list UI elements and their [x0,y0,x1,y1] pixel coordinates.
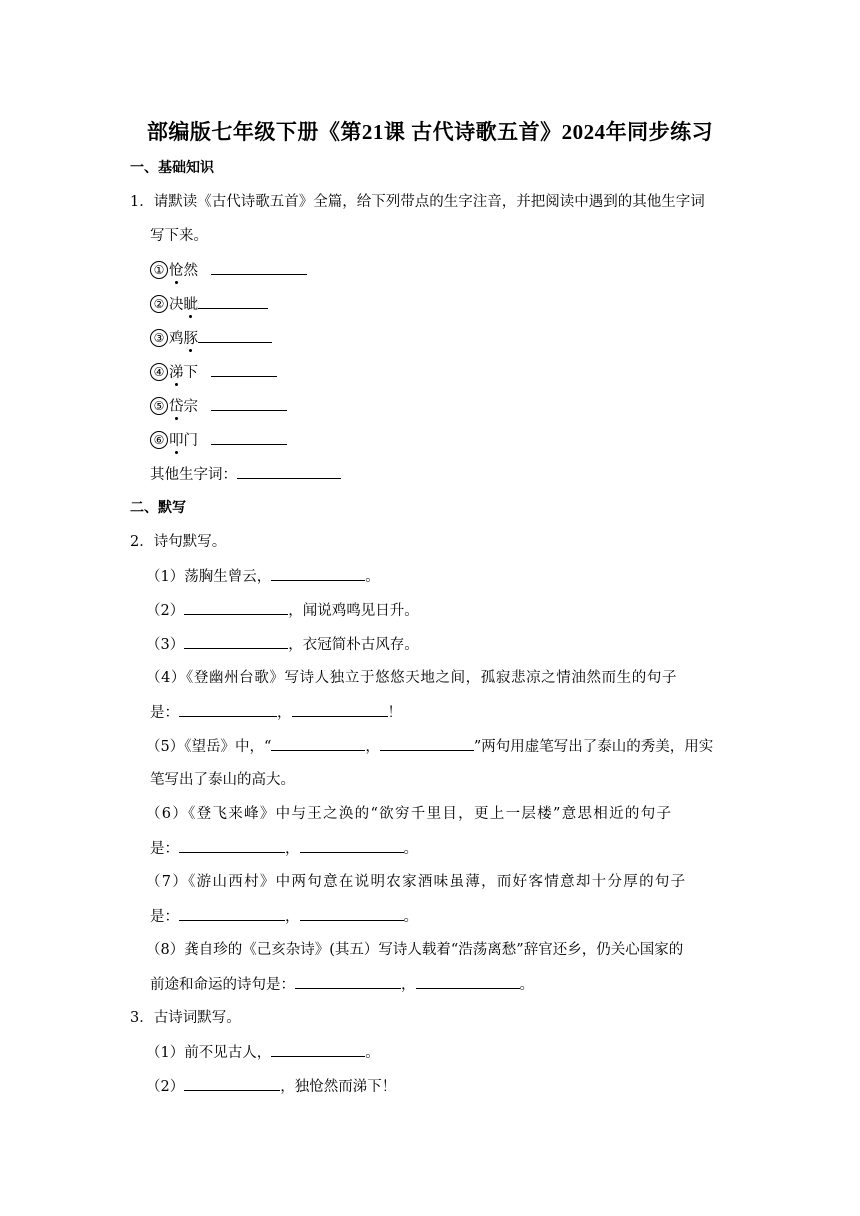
answer-blank[interactable] [271,736,365,751]
question-3 [130,1008,241,1028]
q2-sub-1: （1）荡胸生曾云， 。 [146,566,380,587]
q1-item-1: ① 怆然 [150,260,307,281]
answer-blank[interactable] [211,430,287,445]
q2-sub-3: （3） ，衣冠简朴古风存。 [146,634,419,655]
item-marker: ③ [150,329,168,347]
question-3-number: 3． [130,1010,154,1026]
q1-item-4: ④ 涕下 [150,362,277,383]
answer-blank[interactable] [271,1042,365,1057]
dotted-character: 眦 [183,297,198,313]
q2-sub-4-line2: 是： ， ！ [150,702,402,723]
q2-sub-5-line2: 笔写出了泰山的高大。 [150,772,295,788]
answer-blank[interactable] [211,396,287,411]
answer-blank[interactable] [179,702,277,717]
item-marker: ④ [150,363,168,381]
answer-blank[interactable] [300,906,404,921]
other-words-label: 其他生字词： [150,467,237,483]
q3-sub-2: （2） ，独怆然而涕下！ [146,1076,396,1097]
question-1-text: 请默读《古代诗歌五首》全篇，给下列带点的生字注音，并把阅读中遇到的其他生字词 [153,194,705,210]
question-1-number: 1． [130,194,154,210]
q1-other-words [150,464,341,485]
answer-blank[interactable] [179,838,285,853]
answer-blank[interactable] [211,260,307,275]
q2-sub-8-line2: 前途和命运的诗句是： ， 。 [150,974,534,995]
q3-sub-1: （1）前不见古人， 。 [146,1042,380,1063]
question-3-text: 古诗词默写。 [153,1010,241,1026]
answer-blank[interactable] [380,736,474,751]
page-title: 部编版七年级下册《第21课 古代诗歌五首》2024年同步练习 [146,120,714,144]
q1-item-2: ② 决眦 [150,294,268,315]
q2-sub-7-line1: （7）《游山西村》中两句意在说明农家酒味虽薄，而好客情意却十分厚的句子 [146,874,687,890]
item-marker: ⑥ [150,431,168,449]
answer-blank[interactable] [300,838,404,853]
question-1-line2: 写下来。 [150,228,208,244]
answer-blank[interactable] [198,328,272,343]
answer-blank[interactable] [184,600,288,615]
q2-sub-6-line1: （6）《登飞来峰》中与王之涣的“欲穷千里目，更上一层楼”意思相近的句子 [146,806,673,822]
answer-blank[interactable] [271,566,365,581]
answer-blank[interactable] [292,702,388,717]
dotted-character: 叩 [169,433,184,449]
q1-item-6: ⑥ 叩门 [150,430,287,451]
dotted-character: 怆 [169,263,184,279]
q1-item-3: ③ 鸡豚 [150,328,272,349]
q2-sub-2: （2） ，闻说鸡鸣见日升。 [146,600,419,621]
item-marker: ① [150,261,168,279]
answer-blank[interactable] [198,294,268,309]
item-marker: ② [150,295,168,313]
question-2 [130,532,226,552]
q2-sub-4-line1: （4）《登幽州台歌》写诗人独立于悠悠天地之间，孤寂悲凉之情油然而生的句子 [146,670,678,686]
q2-sub-7-line2: 是： ， 。 [150,906,418,927]
question-2-text: 诗句默写。 [153,534,227,550]
q2-sub-8-line1: （8）龚自珍的《己亥杂诗》(其五）写诗人载着“浩荡离愁”辞官还乡，仍关心国家的 [146,942,684,958]
question-1-line1 [130,192,705,212]
answer-blank[interactable] [237,464,341,479]
answer-blank[interactable] [211,362,277,377]
q1-item-5: ⑤ 岱宗 [150,396,287,417]
section-heading-dictation: 二、默写 [130,500,186,516]
answer-blank[interactable] [184,1076,280,1091]
q2-sub-6-line2: 是： ， 。 [150,838,418,859]
answer-blank[interactable] [295,974,401,989]
dotted-character: 涕 [169,365,184,381]
dotted-character: 豚 [183,331,198,347]
answer-blank[interactable] [179,906,285,921]
answer-blank[interactable] [184,634,288,649]
q2-sub-5-line1: （5）《望岳》中，“ ， ”两句用虚笔写出了泰山的秀美，用实 [146,736,713,757]
section-heading-basics: 一、基础知识 [130,160,214,176]
dotted-character: 岱 [169,399,184,415]
question-2-number: 2． [130,534,154,550]
item-marker: ⑤ [150,397,168,415]
answer-blank[interactable] [416,974,520,989]
